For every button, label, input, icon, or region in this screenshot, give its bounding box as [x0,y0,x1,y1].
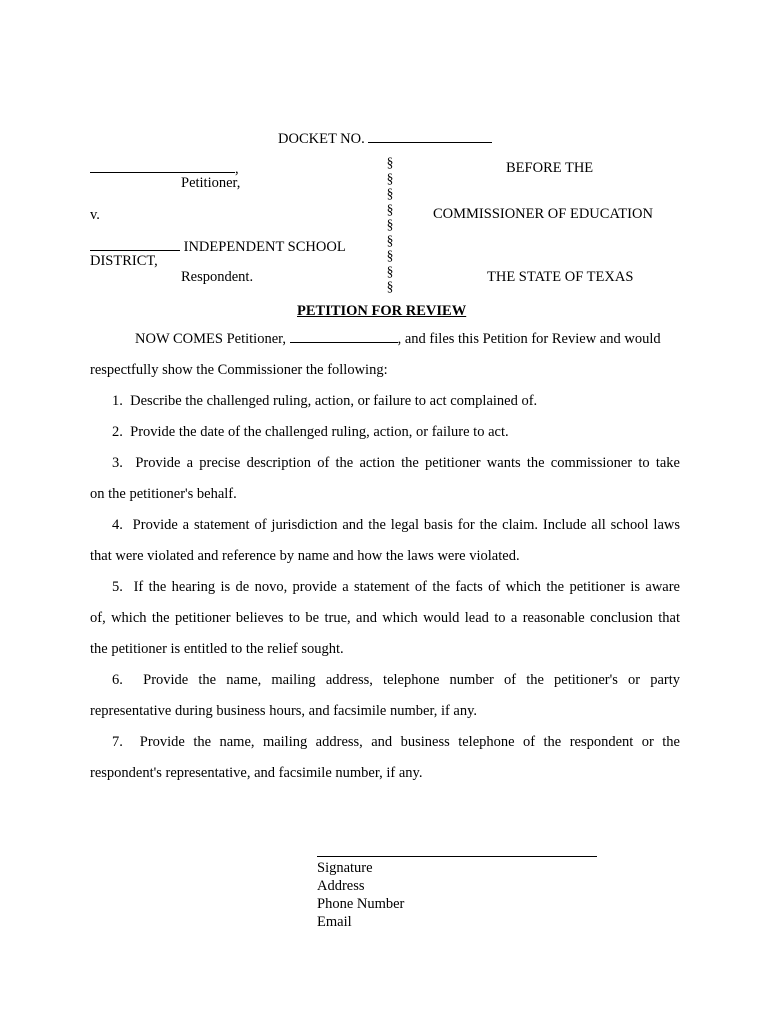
list-item-continuation: of, which the petitioner believes to be true, and which would lead to a reasonable conclusion that [90,610,680,626]
intro-paragraph [90,324,680,386]
list-item-continuation: the petitioner is entitled to the relief sought. [90,641,344,657]
state-label: THE STATE OF TEXAS [487,269,634,285]
versus-label: v. [90,207,100,223]
list-item: 2. Provide the date of the challenged ruling, action, or failure to act. [112,424,509,440]
list-item-continuation: respondent's representative, and facsimile number, if any. [90,765,423,781]
respondent-role: Respondent. [181,269,254,285]
district-name: INDEPENDENT SCHOOL [180,239,346,255]
section-mark: § [386,232,394,248]
commissioner-label: COMMISSIONER OF EDUCATION [433,206,653,222]
document-title: PETITION FOR REVIEW [297,303,467,319]
petitioner-role: Petitioner, [181,175,241,191]
section-mark: § [386,217,394,232]
docket-number [278,130,492,147]
before-the-label: BEFORE THE [506,160,594,176]
section-mark: § [386,248,394,263]
signature-line [317,856,597,857]
phone-label: Phone Number [317,896,405,912]
docket-blank [368,130,492,143]
intro-line-1: NOW COMES Petitioner, , and files this Petition for Review and would [135,331,661,347]
section-mark: § [386,186,394,201]
district-word: DISTRICT, [90,253,158,269]
list-item: 3. Provide a precise description of the action the petitioner wants the commissioner to take [112,455,680,471]
section-mark: § [386,170,394,186]
list-item: 7. Provide the name, mailing address, and business telephone of the respondent or the [112,734,680,750]
list-item-continuation: that were violated and reference by name and how the laws were violated. [90,548,520,564]
docket-label: DOCKET NO. [278,131,365,147]
section-mark: § [386,155,394,170]
section-mark: § [386,279,394,294]
numbered-list [90,386,680,789]
section-marks-column [384,155,396,295]
list-item-continuation: representative during business hours, and facsimile number, if any. [90,703,478,719]
petitioner-name-blank [290,330,398,343]
petitioner-blank-line: , [90,160,239,177]
list-item: 5. If the hearing is de novo, provide a statement of the facts of which the petitioner is aware [112,579,680,595]
signature-label: Signature [317,860,373,876]
section-mark: § [386,201,394,217]
intro-line-2: respectfully show the Commissioner the following: [90,362,388,378]
section-mark: § [386,263,394,279]
email-label: Email [317,914,352,930]
list-item-continuation: on the petitioner's behalf. [90,486,237,502]
signature-block [317,859,404,931]
list-item: 4. Provide a statement of jurisdiction and the legal basis for the claim. Include all school laws [112,517,680,533]
list-item: 1. Describe the challenged ruling, action, or failure to act complained of. [112,393,538,409]
address-label: Address [317,878,365,894]
list-item: 6. Provide the name, mailing address, telephone number of the petitioner's or party [112,672,680,688]
